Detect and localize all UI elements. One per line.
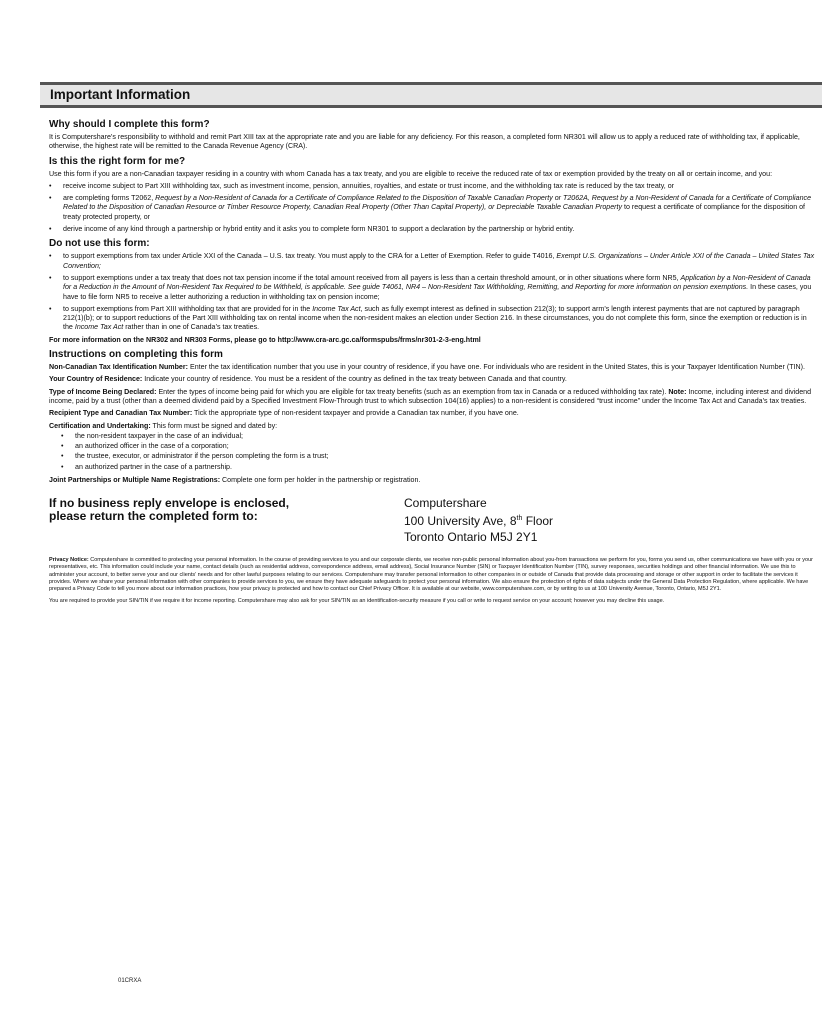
- certification-instruction: Certification and Undertaking: This form must be signed and dated by:: [49, 421, 278, 430]
- header-banner: [40, 82, 822, 108]
- street-address: 100 University Ave, 8th Floor: [404, 514, 554, 529]
- income-instruction: Type of Income Being Declared: Enter the types of income being paid for which you are eligible for tax treaty benefits (such as an exemption from tax in Canada or a reduced withholding tax rate). Note: Income, including interest and dividend income, paid by a trust (other than a deemed dividend paid by a Specified Investment Flow-Through trust to which subsection 104(16) applies) to a non-resident is considered “trust income” under the Income Tax Act and Canada’s tax treaties.: [49, 387, 812, 405]
- country-instruction: Your Country of Residence: Indicate your country of residence. You must be a resident of the country as defined in the tax treaty between Canada and that country.: [49, 375, 567, 384]
- company-name: Computershare: [404, 496, 487, 511]
- list-item: • an authorized partner in the case of a partnership.: [49, 463, 815, 472]
- return-instructions: If no business reply envelope is enclosed, please return the completed form to:: [49, 496, 290, 524]
- why-heading: Why should I complete this form?: [49, 119, 210, 130]
- list-item: • an authorized officer in the case of a corporation;: [49, 442, 815, 451]
- more-info-line: For more information on the NR302 and NR303 Forms, please go to http://www.cra-arc.gc.ca/formspubs/frms/nr301-2-3-eng.html: [49, 335, 481, 344]
- certification-list: [49, 432, 815, 472]
- list-item: • receive income subject to Part XIII withholding tax, such as investment income, pension, annuities, royalties, and estate or trust income, and the withholding tax rate is reduced by the tax treaty, or: [49, 182, 815, 191]
- recipient-instruction: Recipient Type and Canadian Tax Number: Tick the appropriate type of non-resident taxpayer and provide a Canadian tax number, if you have one.: [49, 409, 519, 418]
- list-item: • derive income of any kind through a partnership or hybrid entity and it asks you to complete form NR301 to support a declaration by the partnership or hybrid entity.: [49, 225, 815, 234]
- list-item: • are completing forms T2062, Request by a Non-Resident of Canada for a Certificate of Compliance Related to the Disposition of Taxable Canadian Property or T2062A, Request by a Non-Resident of Canada for a Certificate of Compliance Related to the Disposition of Canadian Resource or Timber Resource Property, Canadian Real Property (Other Than Capital Property), or Depreciable Taxable Canadian Property to request a certificate of compliance for the disposition of treaty protected property, or: [49, 194, 815, 222]
- list-item: • to support exemptions from tax under Article XXI of the Canada – U.S. tax treaty. You must apply to the CRA for a Letter of Exemption. Refer to guide T4016, Exempt U.S. Organizations – Under Article XXI of the Canada – United States Tax Convention;: [49, 252, 815, 271]
- right-form-intro: Use this form if you are a non-Canadian taxpayer residing in a country with whom Canada has a tax treaty, and you are eligible to receive the reduced rate of tax or exemption provided by the treaty on all or certain income, and you:: [49, 169, 773, 178]
- why-text: It is Computershare’s responsibility to withhold and remit Part XIII tax at the appropriate rate and you are liable for any deficiency. For this reason, a completed form NR301 will allow us to apply a reduced rate of withholding tax, if applicable, otherwise, the highest rate will be remitted to the Canada Revenue Agency (CRA).: [49, 133, 800, 151]
- list-item: • to support exemptions under a tax treaty that does not tax pension income if the total amount received from all payers is less than a certain threshold amount, or in other situations where form NR5, Application by a Non-Resident of Canada for a Reduction in the Amount of Non-Resident Tax Required to be Withheld, is applicable. See guide T4061, NR4 – Non-Resident Tax Withholding, Remitting, and Reporting for more information on pension exemptions. In these cases, you have to file form NR5 to receive a letter authorizing a reduction in withholding tax on pension income;: [49, 274, 815, 302]
- do-not-heading: Do not use this form:: [49, 238, 150, 250]
- list-item: • to support exemptions from Part XIII withholding tax that are provided for in the Income Tax Act, such as fully exempt interest as defined in subsection 212(3); to support arm’s length interest payments that are not captured by paragraph 212(1)(b); or to support reductions of the Part XIII withholding tax on rental income when the non-resident makes an election under Section 216. In these circumstances, you do not complete this form, since the exemption or reduction is in the Income Tax Act rather than in one of Canada’s tax treaties.: [49, 305, 815, 333]
- right-form-heading: Is this the right form for me?: [49, 155, 186, 167]
- return-address-block: [49, 493, 815, 549]
- list-item: • the non-resident taxpayer in the case of an individual;: [49, 432, 815, 441]
- list-item: • the trustee, executor, or administrator if the person completing the form is a trust;: [49, 452, 815, 461]
- tin-instruction: Non-Canadian Tax Identification Number: Enter the tax identification number that you use in your country of residence, if you have one. For individuals who are resident in the United States, this is your Taxpayer Identification Number (TIN).: [49, 363, 805, 372]
- mailing-address: [404, 495, 553, 545]
- joint-instruction: Joint Partnerships or Multiple Name Registrations: Complete one form per holder in the partnership or registration.: [49, 476, 421, 485]
- right-form-list: [49, 182, 815, 234]
- do-not-list: [49, 252, 815, 332]
- form-code: 01CRXA: [118, 978, 142, 984]
- privacy-notice: Privacy Notice: Computershare is committed to protecting your personal information. In the course of providing services to you and our corporate clients, we receive non-public personal information about you-from transactions we perform for you, forms you send us, other communications we have with you or your representatives, etc. This information could include your name, contact details (such as residential address, correspondence address, email address), Social Insurance Number (SIN) or Taxpayer Identification Number (TIN), survey responses, securities holdings and other financial information. We use this to administer your account, to better serve your and our clients’ needs and for other lawful purposes relating to our services. Computershare may transfer personal information to other companies in or outside of Canada that provide data processing and storage or other support in order to facilitate the services it provides. Where we share your personal information with other companies to provide services to you, we ensure they have adequate safeguards to protect your personal information. We also ensure the protection of rights of data subjects under the General Data Protection Regulation, where applicable. We have prepared a Privacy Code to tell you more about our information practices, how your privacy is protected and how to contact our Chief Privacy Officer. It is available at our website, www.computershare.com, or by writing to us at 100 University Avenue, Toronto, Ontario, M5J 2Y1. You are required to provide your SIN/TIN if we require it for income reporting. Computershare may also ask for your SIN/TIN as an identification-security measure if you call or write to request service on your account; however you may decline this usage.: [49, 557, 815, 605]
- instructions-heading: Instructions on completing this form: [49, 349, 223, 361]
- city-line: Toronto Ontario M5J 2Y1: [404, 530, 538, 545]
- page-title: Important Information: [50, 87, 191, 102]
- content: [49, 115, 815, 610]
- sin-notice: You are required to provide your SIN/TIN if we require it for income reporting. Computershare may also ask for your SIN/TIN as an identification-security measure if you call or write to request service on your account; however you may decline this usage.: [49, 597, 665, 604]
